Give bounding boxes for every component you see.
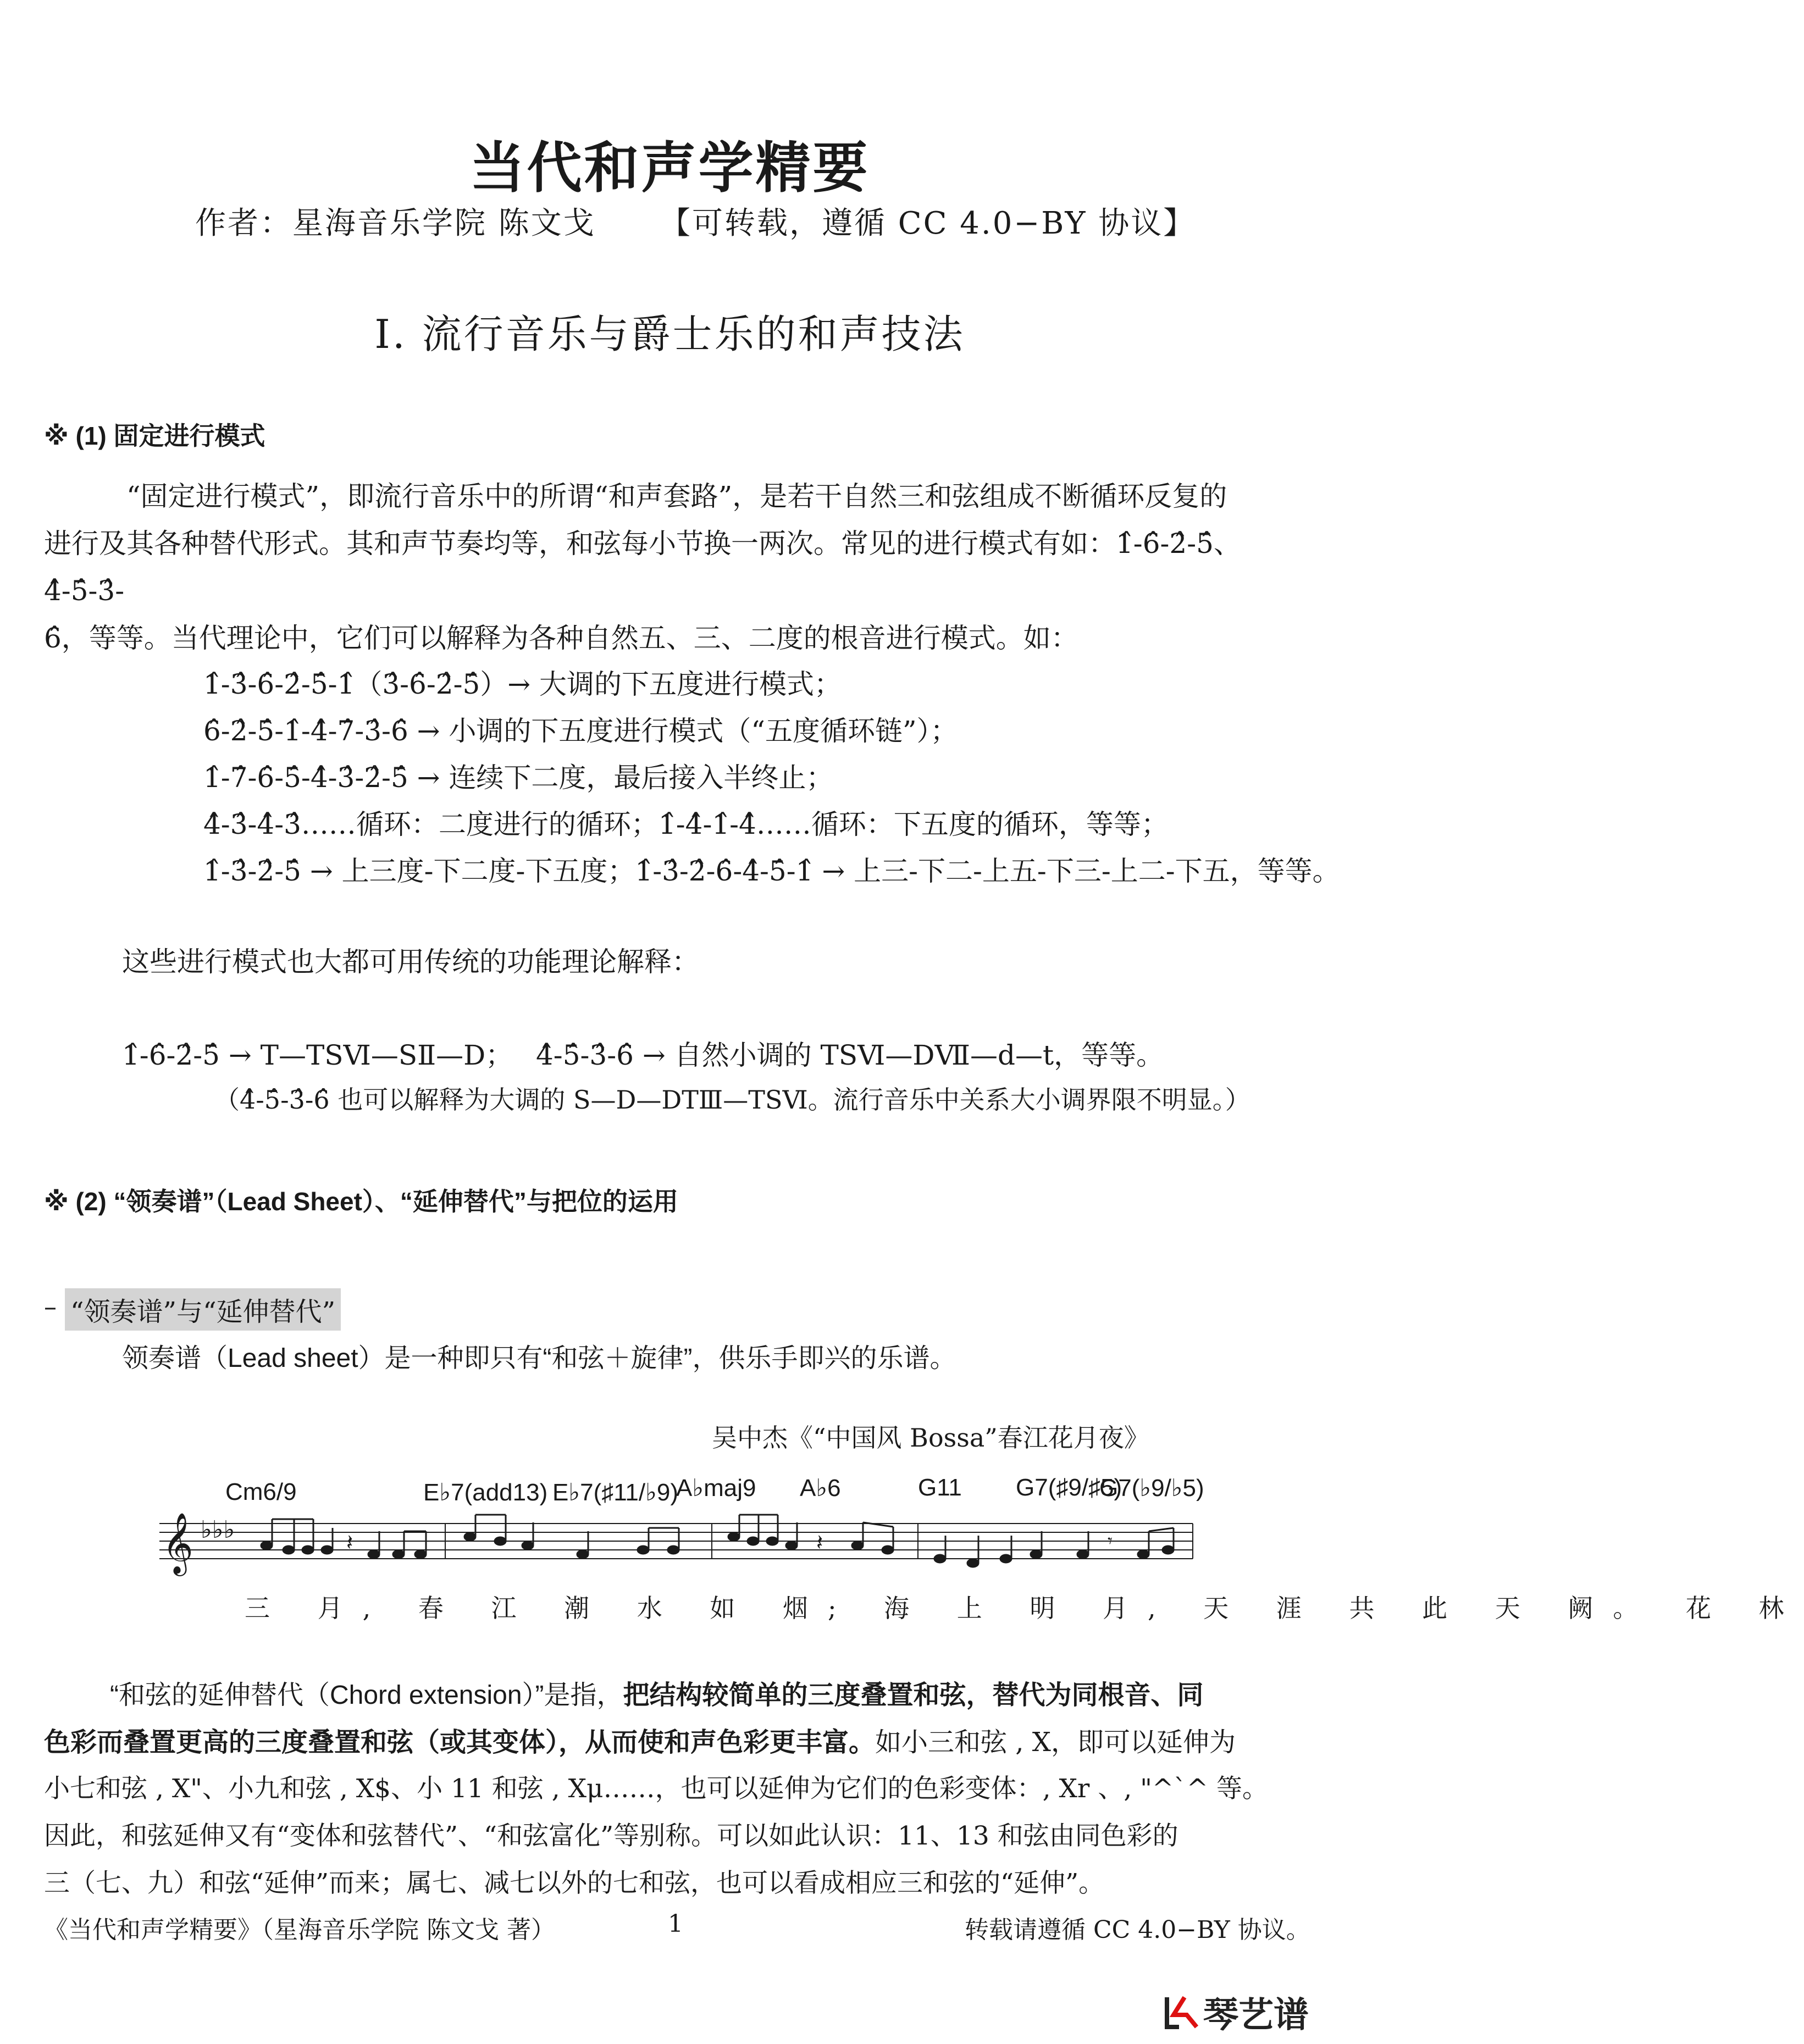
lyric-syllable: 江 xyxy=(491,1593,536,1623)
subsection-tag: “领奏谱”与“延伸替代” xyxy=(65,1288,341,1331)
author-line: 作者：星海音乐学院 陈文戈 xyxy=(195,206,596,241)
lyric-syllable: 林 xyxy=(1758,1593,1804,1623)
lyric-syllable: 海 xyxy=(884,1593,929,1623)
score-caption: 吴中杰《“中国风 Bossa”春江花月夜》 xyxy=(712,1423,1149,1453)
extension-example: 如小三和弦 , X，即可以延伸为 xyxy=(875,1727,1236,1758)
extension-line: 小七和弦 , X"、小九和弦 , X$、小 11 和弦 , Xμ……，也可以延伸为它们的色彩变体：, Xr 、, "^`^ 等。 xyxy=(44,1774,1269,1804)
paragraph-line: “固定进行模式”，即流行音乐中的所谓“和声套路”，是若干自然三和弦组成不断循环反复的 xyxy=(126,480,1227,512)
footer-left: 《当代和声学精要》（星海音乐学院 陈文戈 著） xyxy=(44,1916,555,1944)
pattern-line-4: 4̂-3̂-4̂-3̂……循环：二度进行的循环；1̂-4̂-1̂-4̂……循环：下五度的循环，等等； xyxy=(203,808,1169,840)
functional-intro: 这些进行模式也大都可用传统的功能理论解释： xyxy=(122,946,699,978)
lyric-syllable: 月, xyxy=(1103,1593,1176,1623)
pattern-line-1: 1̂-3̂-6̂-2̂-5̂-1̂（3̂-6̂-2̂-5̂）→ 大调的下五度进行模式； xyxy=(203,668,842,700)
treble-clef-icon: 𝄞 xyxy=(162,1512,193,1574)
lyric-syllable: 阙。 xyxy=(1568,1593,1658,1623)
functional-formula-a: 1̂-6̂-2̂-5̂ → T—TSⅥ—SⅡ—D； xyxy=(122,1039,513,1071)
chord-symbol: E♭7(♯11/♭9) xyxy=(552,1479,679,1506)
lyric-syllable: 天 xyxy=(1495,1593,1540,1623)
section-title: I. 流行音乐与爵士乐的和声技法 xyxy=(374,311,965,357)
svg-text:𝄽: 𝄽 xyxy=(346,1530,353,1555)
chord-symbol: G7(♯9/♯5) xyxy=(1016,1474,1122,1501)
page-number: 1 xyxy=(668,1910,683,1938)
pattern-line-2: 6̂-2̂-5̂-1̂-4̂-7̂-3̂-6̂ → 小调的下五度进行模式（“五度循环链”）； xyxy=(203,715,958,747)
extension-term: “和弦的延伸替代（Chord extension）”是指， xyxy=(110,1681,623,1710)
extension-line: 三（七、九）和弦“延伸”而来；属七、减七以外的七和弦，也可以看成相应三和弦的“延伸”。 xyxy=(44,1868,1105,1898)
lyric-syllable: 天 xyxy=(1203,1593,1249,1623)
lyric-syllable: 烟; xyxy=(783,1593,856,1623)
lyric-syllable: 此 xyxy=(1422,1593,1468,1623)
lyric-syllable: 涯 xyxy=(1276,1593,1321,1623)
lyric-syllable: 春 xyxy=(418,1593,463,1623)
chord-symbol: A♭6 xyxy=(800,1475,841,1502)
lyric-syllable: 月, xyxy=(317,1593,391,1623)
chord-symbol: E♭7(add13) xyxy=(423,1479,548,1506)
chord-symbol: A♭maj9 xyxy=(676,1475,756,1502)
extension-definition-bold: 色彩而叠置更高的三度叠置和弦（或其变体），从而使和声色彩更丰富。 xyxy=(44,1728,876,1757)
section-1-paragraph xyxy=(44,473,1308,662)
section-1-heading: ※ (1) 固定进行模式 xyxy=(44,422,265,450)
logo-mark-icon xyxy=(1163,1993,1201,2031)
pattern-line-5: 1̂-3̂-2̂-5̂ → 上三度-下二度-下五度；1̂-3̂-2̂-6̂-4̂-5̂-1̂ → 上三-下二-上五-下三-上二-下五，等等。 xyxy=(203,855,1340,887)
svg-text:𝄽: 𝄽 xyxy=(816,1530,823,1555)
lyric-syllable: 三 xyxy=(245,1593,290,1623)
license-line: 【可转载，遵循 CC 4.0−BY 协议】 xyxy=(660,206,1196,241)
lead-sheet-score xyxy=(148,1462,1804,1627)
functional-note: （4̂-5̂-3̂-6̂ 也可以解释为大调的 S—D—DTⅢ—TSⅥ。流行音乐中关系大小调界限不明显。） xyxy=(214,1085,1250,1115)
subsection-dash: – xyxy=(44,1292,57,1321)
lyric-syllable: 上 xyxy=(956,1593,1002,1623)
footer-right: 转载请遵循 CC 4.0−BY 协议。 xyxy=(965,1916,1310,1944)
chord-symbol: Cm6/9 xyxy=(225,1478,297,1505)
document-title: 当代和声学精要 xyxy=(469,135,870,200)
lyric-syllable: 花 xyxy=(1686,1593,1731,1623)
svg-text:𝄾: 𝄾 xyxy=(1108,1530,1113,1552)
extension-line: 因此，和弦延伸又有“变体和弦替代”、“和弦富化”等别称。可以如此认识：11、13 和弦由同色彩的 xyxy=(44,1821,1178,1851)
chord-symbol: G11 xyxy=(918,1474,962,1501)
lyric-syllable: 如 xyxy=(710,1593,755,1623)
functional-formula-b: 4̂-5̂-3̂-6̂ → 自然小调的 TSⅥ—DⅦ—d—t，等等。 xyxy=(536,1039,1164,1071)
lead-sheet-definition: 领奏谱（Lead sheet）是一种即只有“和弦＋旋律”，供乐手即兴的乐谱。 xyxy=(122,1344,956,1373)
key-signature-flats: ♭♭♭ xyxy=(201,1516,235,1544)
chord-symbol: G7(♭9/♭5) xyxy=(1099,1475,1204,1502)
paragraph-line: 进行及其各种替代形式。其和声节奏均等，和弦每小节换一两次。常见的进行模式有如：1̂-6̂-2̂-5̂、4̂-5̂-3̂- xyxy=(44,528,1241,607)
watermark-logo xyxy=(1163,1987,1309,2035)
lyric-syllable: 水 xyxy=(637,1593,682,1623)
pattern-line-3: 1̂-7̂-6̂-5̂-4̂-3̂-2̂-5̂ → 连续下二度，最后接入半终止； xyxy=(203,762,834,794)
lyrics-line xyxy=(245,1588,1804,1625)
section-2-heading: ※ (2) “领奏谱”（Lead Sheet）、“延伸替代”与把位的运用 xyxy=(44,1187,678,1216)
lyric-syllable: 共 xyxy=(1349,1593,1394,1623)
extension-definition-bold: 把结构较简单的三度叠置和弦，替代为同根音、同 xyxy=(623,1681,1204,1710)
paragraph-line: 6̂，等等。当代理论中，它们可以解释为各种自然五、三、二度的根音进行模式。如： xyxy=(44,622,1078,654)
watermark-text: 琴艺谱 xyxy=(1203,1995,1309,2035)
lyric-syllable: 潮 xyxy=(564,1593,610,1623)
lyric-syllable: 明 xyxy=(1030,1593,1075,1623)
